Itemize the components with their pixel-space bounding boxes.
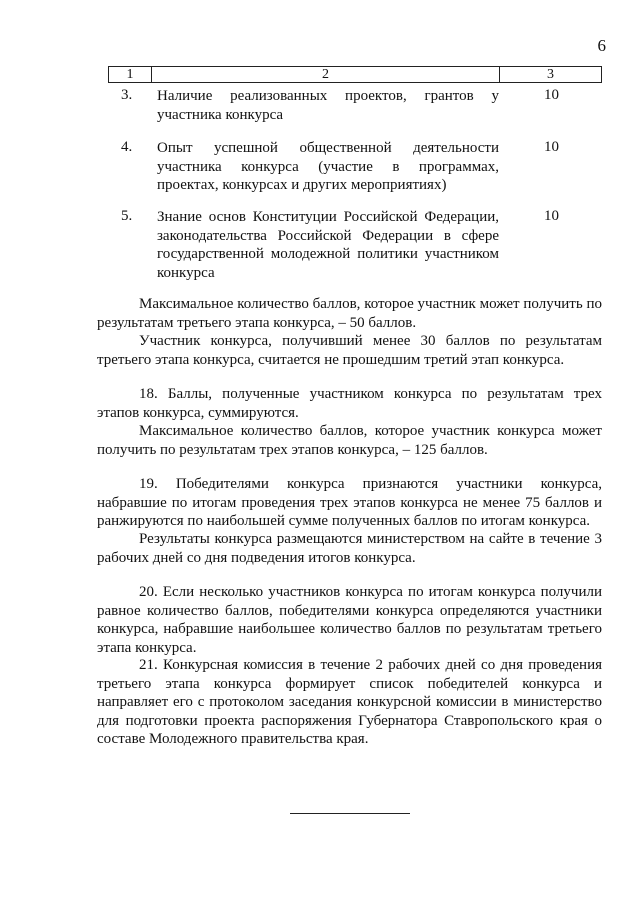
paragraph-results: Результаты конкурса размещаются министерством на сайте в течение 3 рабочих дней со дня подведения итогов конкурса. [97, 531, 602, 566]
table-header [108, 66, 602, 83]
paragraph-max-score-total: Максимальное количество баллов, которое участник конкурса может получить по результатам трех этапов конкурса, – 125 баллов. [97, 423, 602, 458]
header-col-2: 2 [152, 67, 500, 83]
row-number: 3. [121, 87, 133, 103]
paragraph-max-score-stage3: Максимальное количество баллов, которое участник может получить по результатам третьего этапа конкурса, – 50 баллов. [97, 296, 602, 331]
row-criterion: Опыт успешной общественной деятельности участника конкурса (участие в программах, проектах, конкурсах и других мероприятиях) [157, 140, 499, 193]
row-score: 10 [544, 139, 559, 155]
row-score: 10 [544, 87, 559, 103]
row-number: 4. [121, 139, 133, 155]
header-col-3: 3 [500, 67, 602, 83]
paragraph-18: 18. Баллы, полученные участником конкурса по результатам трех этапов конкурса, суммируются. [97, 386, 602, 421]
paragraph-21: 21. Конкурсная комиссия в течение 2 рабочих дней со дня проведения третьего этапа конкурса формирует список победителей конкурса и направляет его с протоколом заседания конкурсной комиссии в министерство для подготовки проекта распоряжения Губернатора Ставропольского края о составе Молодежного правительства края. [97, 657, 602, 747]
page-number: 6 [597, 36, 606, 55]
closing-rule [290, 813, 410, 814]
row-criterion: Знание основ Конституции Российской Федерации, законодательства Российской Федерации в сфере государственной молодежной политики участником конкурса [157, 209, 499, 281]
paragraph-fail-stage3: Участник конкурса, получивший менее 30 баллов по результатам третьего этапа конкурса, считается не прошедшим третий этап конкурса. [97, 333, 602, 368]
row-criterion: Наличие реализованных проектов, грантов у участника конкурса [157, 88, 499, 123]
row-number: 5. [121, 208, 133, 224]
paragraph-19: 19. Победителями конкурса признаются участники конкурса, набравшие по итогам проведения трех этапов конкурса не менее 75 баллов и ранжируются по наибольшей сумме полученных баллов по итогам конкурса. [97, 476, 602, 529]
row-score: 10 [544, 208, 559, 224]
paragraph-20: 20. Если несколько участников конкурса по итогам конкурса получили равное количество баллов, победителями конкурса определяются участники конкурса, набравшие наибольшее количество баллов по результатам третьего этапа конкурса. [97, 584, 602, 656]
header-col-1: 1 [109, 67, 152, 83]
